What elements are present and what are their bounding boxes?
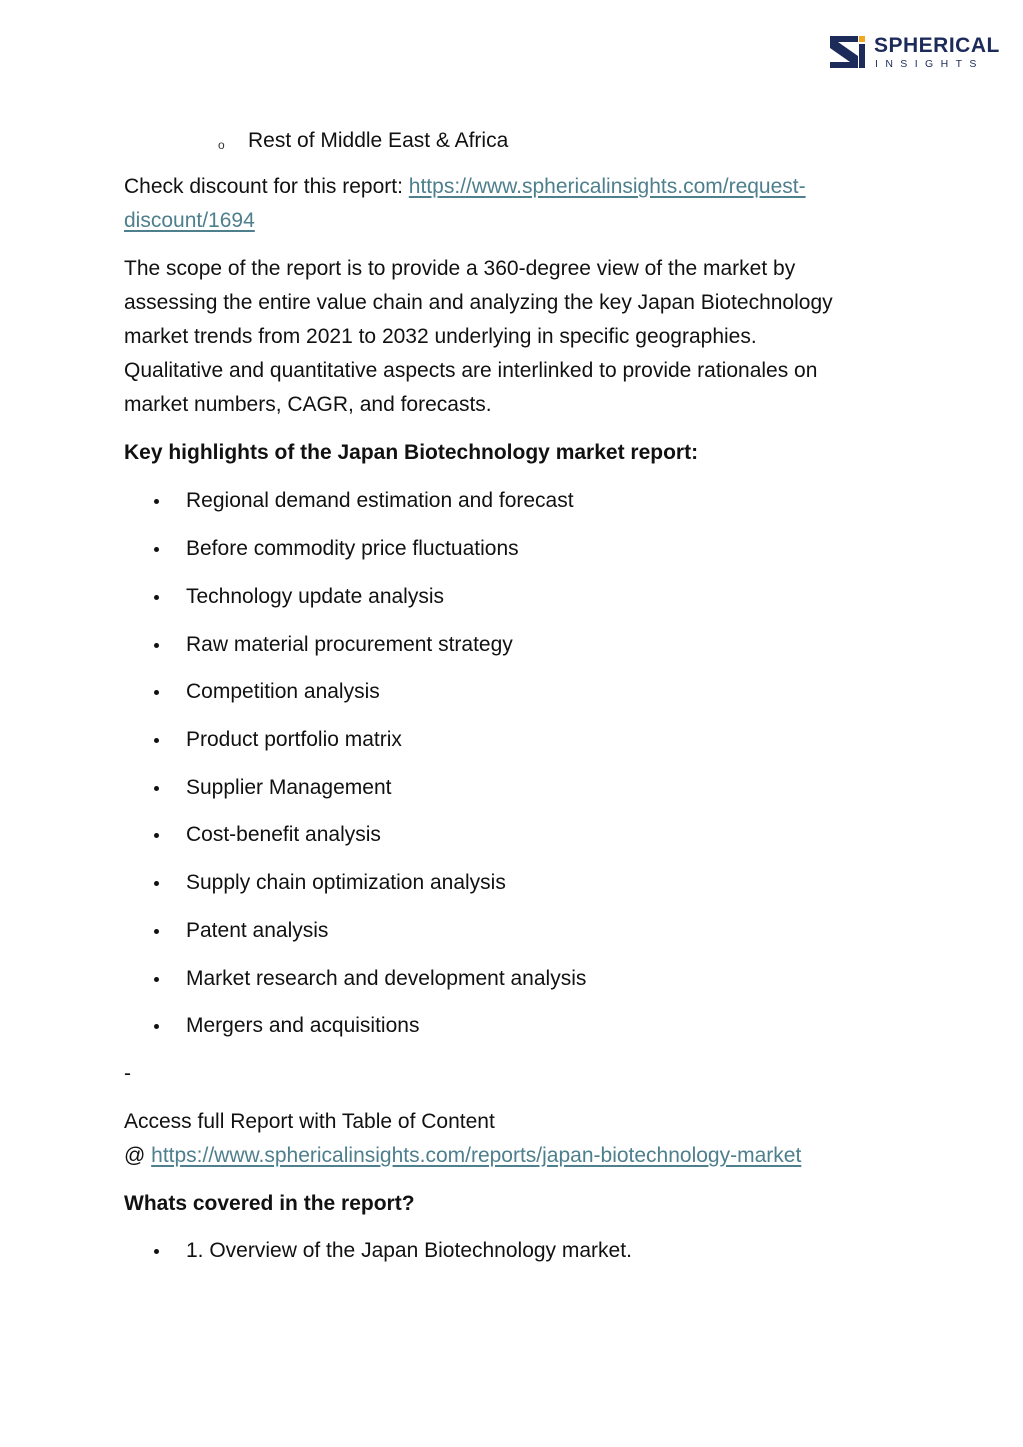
separator: - — [124, 1062, 131, 1085]
bullet-icon — [154, 881, 159, 886]
bullet-icon — [154, 929, 159, 934]
list-item-text: Mergers and acquisitions — [186, 1014, 420, 1037]
bullet-icon — [154, 690, 159, 695]
list-item-text: Competition analysis — [186, 680, 380, 703]
spherical-logo-mark-icon — [828, 34, 866, 70]
discount-paragraph — [124, 170, 806, 204]
covered-heading: Whats covered in the report? — [124, 1192, 415, 1215]
list-item-text: Market research and development analysis — [186, 967, 587, 990]
discount-label: Check discount for this report: — [124, 175, 409, 198]
scope-line: market trends from 2021 to 2032 underlying in specific geographies. — [124, 325, 757, 348]
list-item-text: 1. Overview of the Japan Biotechnology market. — [186, 1239, 632, 1262]
bullet-icon — [154, 595, 159, 600]
bullet-icon — [154, 786, 159, 791]
list-item-text: Before commodity price fluctuations — [186, 537, 519, 560]
list-item-text: Supply chain optimization analysis — [186, 871, 506, 894]
list-item-text: Supplier Management — [186, 776, 392, 799]
access-report-text: Access full Report with Table of Content — [124, 1110, 495, 1133]
list-item-text: Product portfolio matrix — [186, 728, 402, 751]
bullet-icon — [154, 643, 159, 648]
highlights-heading: Key highlights of the Japan Biotechnology market report: — [124, 441, 699, 464]
bullet-icon — [154, 499, 159, 504]
scope-line: The scope of the report is to provide a 360-degree view of the market by — [124, 257, 796, 280]
bullet-icon — [154, 977, 159, 982]
sub-bullet-icon: o — [218, 138, 225, 152]
brand-tagline: INSIGHTS — [875, 58, 984, 70]
list-item-text: Technology update analysis — [186, 585, 445, 608]
list-item-text: Patent analysis — [186, 919, 329, 942]
bullet-icon — [154, 1249, 159, 1254]
spherical-insights-logo — [828, 34, 1000, 74]
bullet-icon — [154, 738, 159, 743]
brand-name: SPHERICAL — [874, 34, 1000, 57]
discount-link[interactable]: https://www.sphericalinsights.com/request- — [408, 175, 806, 198]
scope-line: market numbers, CAGR, and forecasts. — [124, 393, 492, 416]
discount-link-continued — [124, 204, 255, 238]
discount-link-line2[interactable]: discount/1694 — [124, 209, 255, 232]
list-item-text: Cost-benefit analysis — [186, 823, 381, 846]
bullet-icon — [154, 547, 159, 552]
sub-list-item: Rest of Middle East & Africa — [248, 129, 509, 152]
report-link[interactable]: https://www.sphericalinsights.com/reports/japan-biotechnology-market — [151, 1144, 802, 1167]
access-report-link-line — [124, 1139, 801, 1173]
access-prefix: @ — [124, 1144, 152, 1167]
scope-line: Qualitative and quantitative aspects are interlinked to provide rationales on — [124, 359, 818, 382]
list-item-text: Raw material procurement strategy — [186, 633, 513, 656]
bullet-icon — [154, 833, 159, 838]
list-item-text: Regional demand estimation and forecast — [186, 489, 574, 512]
scope-line: assessing the entire value chain and analyzing the key Japan Biotechnology — [124, 291, 833, 314]
bullet-icon — [154, 1024, 159, 1029]
